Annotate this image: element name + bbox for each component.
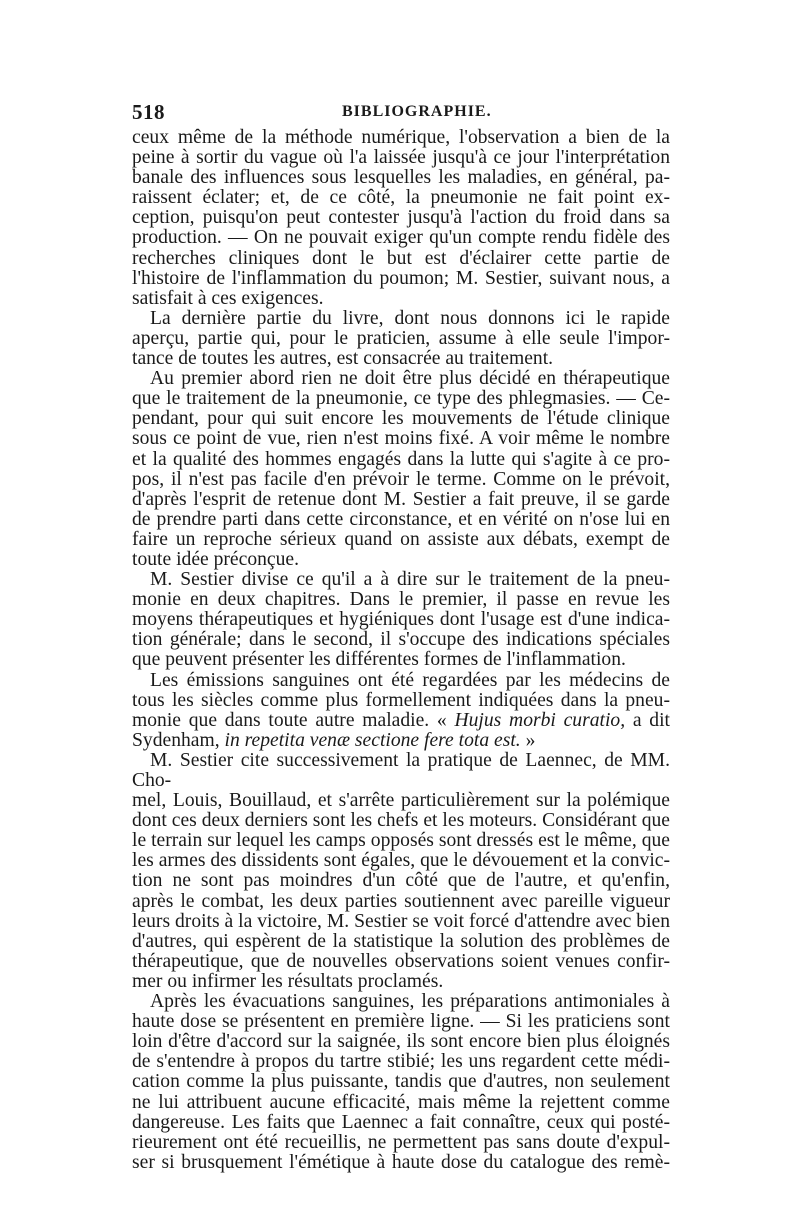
text-line-tail: »	[520, 729, 536, 751]
text-line-content: après le combat, les deux parties soutiennent avec pareille vigueur	[132, 890, 670, 912]
text-line-content: mel, Louis, Bouillaud, et s'arrête particulièrement sur la polémique	[132, 790, 670, 812]
italic-quote: Hujus morbi curatio,	[454, 709, 626, 731]
text-line	[132, 1133, 670, 1153]
text-line	[132, 570, 670, 590]
text-line	[132, 369, 670, 389]
text-line-content: de prendre parti dans cette circonstance, et en vérité on n'ose lui en	[132, 508, 670, 530]
text-line	[132, 490, 670, 510]
text-line	[132, 450, 670, 470]
text-line	[132, 1032, 670, 1052]
text-line	[132, 912, 670, 932]
text-line	[132, 851, 670, 871]
text-line	[132, 992, 670, 1012]
text-line	[132, 831, 670, 851]
text-line-content: faire un reproche sérieux quand on assiste aux débats, exempt de	[132, 528, 670, 550]
text-line-content: M. Sestier divise ce qu'il a à dire sur le traitement de la pneu-	[150, 569, 670, 591]
text-line-content: leurs droits à la victoire, M. Sestier se voit forcé d'attendre avec bien	[132, 910, 670, 932]
text-line	[132, 711, 670, 731]
text-line-content: M. Sestier cite successivement la pratique de Laennec, de MM. Cho-	[132, 749, 670, 791]
text-line-content: d'après l'esprit de retenue dont M. Sestier a fait preuve, il se garde	[132, 488, 670, 510]
text-line-content: dangereuse. Les faits que Laennec a fait connaître, ceux qui posté-	[132, 1111, 670, 1133]
text-line	[132, 128, 670, 148]
text-line-content: aperçu, partie qui, pour le praticien, assume à elle seule l'impor-	[132, 327, 670, 349]
text-line	[132, 269, 670, 289]
text-line-content: tance de toutes les autres, est consacrée au traitement.	[132, 348, 554, 370]
text-line	[132, 811, 670, 831]
text-line	[132, 1072, 670, 1092]
body-text	[132, 128, 670, 1173]
text-line	[132, 932, 670, 952]
text-line-content: satisfait à ces exigences.	[132, 287, 324, 309]
text-line	[132, 590, 670, 610]
text-line	[132, 148, 670, 168]
text-line	[132, 1012, 670, 1032]
text-line-content: ne lui attribuent aucune efficacité, mais même la rejettent comme	[132, 1091, 670, 1113]
text-line-content: monie que dans toute autre maladie. «	[132, 709, 455, 731]
running-head: BIBLIOGRAPHIE.	[342, 103, 492, 120]
text-line	[132, 510, 670, 530]
text-line	[132, 208, 670, 228]
text-line-content: ser si brusquement l'émétique à haute dose du catalogue des remè-	[132, 1151, 670, 1173]
text-line-content: le terrain sur lequel les camps opposés sont dressés est le même, que	[132, 830, 670, 852]
text-line-content: Sydenham,	[132, 729, 225, 751]
text-line-content: La dernière partie du livre, dont nous donnons ici le rapide	[150, 307, 670, 329]
text-line-content: ception, puisqu'on peut contester jusqu'à l'action du froid dans sa	[132, 207, 670, 229]
text-line-content: ceux même de la méthode numérique, l'observation a bien de la	[132, 127, 670, 148]
page-header	[132, 100, 670, 124]
text-line-content: banale des influences sous lesquelles les maladies, en général, pa-	[132, 167, 670, 189]
text-line	[132, 610, 670, 630]
text-line	[132, 1093, 670, 1113]
text-line	[132, 470, 670, 490]
text-line-content: loin d'être d'accord sur la saignée, ils sont encore bien plus éloignés	[132, 1031, 670, 1053]
text-line-content: toute idée préconçue.	[132, 548, 300, 570]
text-line-content: tion ne sont pas moindres d'un côté que de l'autre, et qu'enfin,	[132, 870, 670, 892]
text-line	[132, 329, 670, 349]
text-line	[132, 1153, 670, 1173]
text-line	[132, 1052, 670, 1072]
page-number: 518	[132, 100, 165, 124]
italic-quote: in repetita venæ sectione fere tota est.	[224, 729, 521, 751]
text-line-content: et la qualité des hommes engagés dans la lutte qui s'agite à ce pro-	[132, 448, 670, 470]
text-line-content: production. — On ne pouvait exiger qu'un compte rendu fidèle des	[132, 227, 670, 249]
text-line-content: l'histoire de l'inflammation du poumon; M. Sestier, suivant nous, a	[132, 267, 670, 289]
text-line	[132, 1113, 670, 1133]
text-line-content: mer ou infirmer les résultats proclamés.	[132, 970, 444, 992]
text-line-tail: a dit	[625, 709, 670, 731]
text-line	[132, 530, 670, 550]
text-line	[132, 168, 670, 188]
text-line	[132, 972, 670, 992]
text-line-content: pendant, pour qui suit encore les mouvements de l'étude clinique	[132, 408, 670, 430]
text-line	[132, 249, 670, 269]
text-line	[132, 791, 670, 811]
text-line-content: de s'entendre à propos du tartre stibié; les uns regardent cette médi-	[132, 1051, 670, 1073]
text-line-content: d'autres, qui espèrent de la statistique la solution des problèmes de	[132, 930, 670, 952]
text-line-content: rieurement ont été recueillis, ne permettent pas sans doute d'expul-	[132, 1131, 670, 1153]
text-line-content: moyens thérapeutiques et hygiéniques dont l'usage est d'une indica-	[132, 609, 670, 631]
text-line	[132, 671, 670, 691]
text-line-content: recherches cliniques dont le but est d'éclairer cette partie de	[132, 247, 670, 269]
text-line-content: tous les siècles comme plus formellement indiquées dans la pneu-	[132, 689, 670, 711]
text-line-content: raissent éclater; et, de ce côté, la pneumonie ne fait point ex-	[132, 187, 670, 209]
text-line	[132, 871, 670, 891]
text-line-content: que le traitement de la pneumonie, ce type des phlegmasies. — Ce-	[132, 388, 670, 410]
text-line-content: pos, il n'est pas facile d'en prévoir le terme. Comme on le prévoit,	[132, 468, 670, 490]
text-line	[132, 429, 670, 449]
text-line	[132, 751, 670, 791]
text-line-content: les armes des dissidents sont égales, que le dévouement et la convic-	[132, 850, 670, 872]
text-line	[132, 409, 670, 429]
text-line-content: tion générale; dans le second, il s'occupe des indications spéciales	[132, 629, 670, 651]
text-line	[132, 952, 670, 972]
text-line	[132, 389, 670, 409]
text-line-content: dont ces deux derniers sont les chefs et les moteurs. Considérant que	[132, 810, 670, 832]
text-line	[132, 550, 670, 570]
text-line	[132, 691, 670, 711]
text-line	[132, 309, 670, 329]
text-line	[132, 630, 670, 650]
text-line	[132, 188, 670, 208]
text-line-content: sous ce point de vue, rien n'est moins fixé. A voir même le nombre	[132, 428, 670, 450]
text-line-content: Au premier abord rien ne doit être plus décidé en thérapeutique	[150, 368, 670, 390]
text-line	[132, 349, 670, 369]
text-line	[132, 650, 670, 670]
text-line-content: Après les évacuations sanguines, les préparations antimoniales à	[150, 991, 670, 1013]
text-line-content: cation comme la plus puissante, tandis que d'autres, non seulement	[132, 1071, 670, 1093]
text-line-content: monie en deux chapitres. Dans le premier, il passe en revue les	[132, 589, 670, 611]
text-line	[132, 228, 670, 248]
text-line	[132, 289, 670, 309]
text-line-content: haute dose se présentent en première ligne. — Si les praticiens sont	[132, 1011, 670, 1033]
text-line	[132, 731, 670, 751]
text-line-content: que peuvent présenter les différentes formes de l'inflammation.	[132, 649, 626, 671]
text-line-content: peine à sortir du vague où l'a laissée jusqu'à ce jour l'interprétation	[132, 147, 670, 169]
text-line-content: thérapeutique, que de nouvelles observations soient venues confir-	[132, 950, 670, 972]
text-line	[132, 892, 670, 912]
text-line-content: Les émissions sanguines ont été regardées par les médecins de	[150, 669, 670, 691]
